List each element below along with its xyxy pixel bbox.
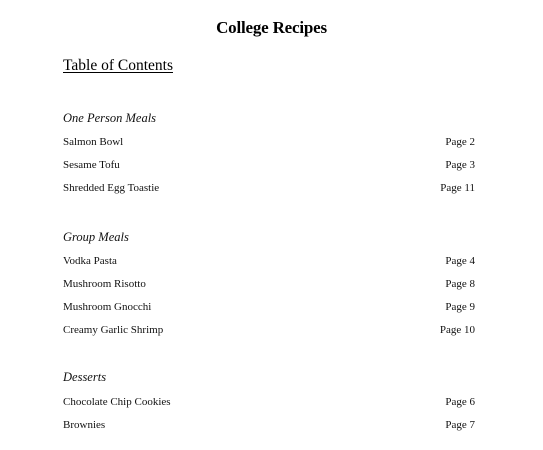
section-title-one-person-meals: One Person Meals bbox=[63, 111, 157, 125]
entry-page: Page 2 bbox=[445, 136, 475, 148]
toc-entry bbox=[63, 182, 475, 198]
entry-page: Page 6 bbox=[445, 396, 475, 408]
entry-page: Page 9 bbox=[445, 301, 475, 313]
entry-page: Page 7 bbox=[445, 419, 475, 431]
toc-entry bbox=[63, 136, 475, 152]
toc-heading: Table of Contents bbox=[63, 57, 173, 74]
entry-page: Page 10 bbox=[439, 324, 475, 336]
entry-name: Mushroom Risotto bbox=[63, 278, 146, 290]
toc-entry bbox=[63, 301, 475, 317]
entry-name: Sesame Tofu bbox=[63, 159, 120, 171]
entry-name: Creamy Garlic Shrimp bbox=[63, 324, 164, 336]
entry-name: Salmon Bowl bbox=[63, 136, 124, 148]
entry-page: Page 11 bbox=[440, 182, 475, 194]
toc-entry bbox=[63, 396, 475, 412]
entry-name: Vodka Pasta bbox=[63, 255, 117, 267]
section-title-group-meals: Group Meals bbox=[63, 230, 129, 244]
toc-entry bbox=[63, 159, 475, 175]
entry-name: Mushroom Gnocchi bbox=[63, 301, 152, 313]
document-title: College Recipes bbox=[216, 18, 327, 37]
toc-entry bbox=[63, 324, 475, 340]
toc-entry bbox=[63, 278, 475, 294]
entry-name: Shredded Egg Toastie bbox=[63, 182, 160, 194]
entry-page: Page 8 bbox=[445, 278, 475, 290]
entry-name: Chocolate Chip Cookies bbox=[63, 396, 171, 408]
entry-page: Page 4 bbox=[445, 255, 475, 267]
toc-entry bbox=[63, 419, 475, 435]
entry-page: Page 3 bbox=[445, 159, 475, 171]
toc-entry bbox=[63, 255, 475, 271]
entry-name: Brownies bbox=[63, 419, 106, 431]
section-title-desserts: Desserts bbox=[63, 370, 107, 384]
